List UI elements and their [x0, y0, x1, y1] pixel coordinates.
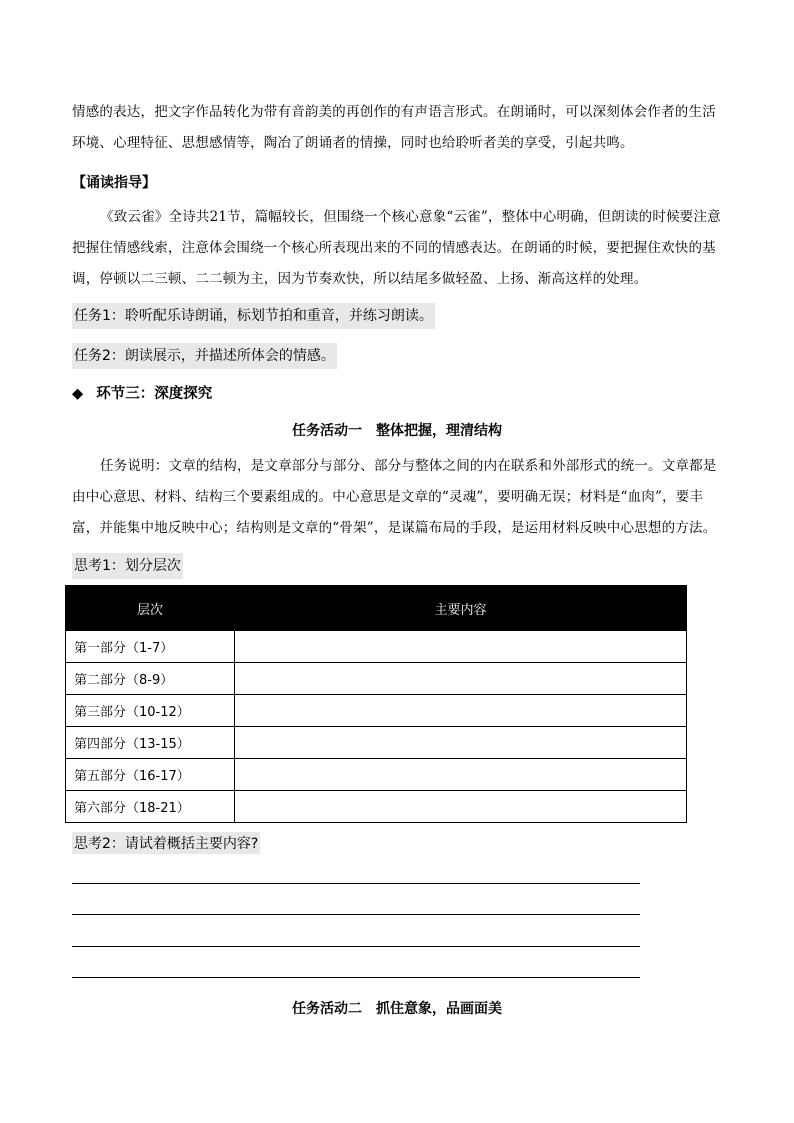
- table-row: [66, 727, 687, 759]
- section3-title: 环节三：深度探究: [96, 386, 213, 402]
- table-row: [66, 759, 687, 791]
- content-cell[interactable]: [235, 791, 687, 823]
- header-content: 主要内容: [235, 586, 687, 631]
- activity2-title: 任务活动二 抓住意象，品画面美: [292, 1001, 502, 1017]
- content-cell[interactable]: [235, 695, 687, 727]
- guide-paragraph: 《致云雀》全诗共21节，篇幅较长，但围绕一个核心意象“云雀”，整体中心明确，但朗读的时候要注意把握住情感线索，注意体会围绕一个核心所表现出来的不同的情感表达。在朗诵的时候，要把握住欢快的基调，停顿以二三顿、二二顿为主，因为节奏欢快，所以结尾多做轻盈、上扬、渐高这样的处理。: [72, 209, 721, 287]
- guide-heading: 【诵读指导】: [72, 175, 156, 191]
- think1-label: 思考1：划分层次: [72, 553, 183, 579]
- answer-line[interactable]: [72, 977, 640, 978]
- think2-label: 思考2：请试着概括主要内容?: [72, 832, 260, 854]
- task-1: 任务1：聆听配乐诗朗诵，标划节拍和重音，并练习朗读。: [72, 303, 435, 329]
- level-cell: 第一部分（1-7）: [66, 631, 235, 663]
- table-header-row: [66, 586, 687, 631]
- answer-line[interactable]: [72, 914, 640, 915]
- level-cell: 第五部分（16-17）: [66, 759, 235, 791]
- activity1-description: 任务说明：文章的结构，是文章部分与部分、部分与整体之间的内在联系和外部形式的统一。文章都是由中心意思、材料、结构三个要素组成的。中心意思是文章的“灵魂”，要明确无误；材料是“血肉”，要丰富，并能集中地反映中心；结构则是文章的“骨架”，是谋篇布局的手段，是运用材料反映中心思想的方法。: [72, 458, 717, 536]
- header-level: 层次: [66, 586, 235, 631]
- level-cell: 第三部分（10-12）: [66, 695, 235, 727]
- content-cell[interactable]: [235, 759, 687, 791]
- activity1-title: 任务活动一 整体把握，理清结构: [292, 423, 502, 439]
- intro-paragraph: 情感的表达，把文字作品转化为带有音韵美的再创作的有声语言形式。在朗诵时，可以深刻体会作者的生活环境、心理特征、思想感情等，陶冶了朗诵者的情操，同时也给聆听者美的享受，引起共鸣。: [72, 104, 716, 151]
- content-cell[interactable]: [235, 727, 687, 759]
- table-row: [66, 631, 687, 663]
- table-row: [66, 663, 687, 695]
- task-2: 任务2：朗读展示，并描述所体会的情感。: [72, 343, 337, 369]
- table-row: [66, 695, 687, 727]
- content-cell[interactable]: [235, 663, 687, 695]
- level-cell: 第二部分（8-9）: [66, 663, 235, 695]
- diamond-bullet-icon: ◆: [72, 386, 84, 402]
- section3-heading: [72, 382, 212, 403]
- table-row: [66, 791, 687, 823]
- answer-line[interactable]: [72, 883, 640, 884]
- content-cell[interactable]: [235, 631, 687, 663]
- answer-line[interactable]: [72, 946, 640, 947]
- level-cell: 第四部分（13-15）: [66, 727, 235, 759]
- levels-table: [65, 585, 687, 823]
- level-cell: 第六部分（18-21）: [66, 791, 235, 823]
